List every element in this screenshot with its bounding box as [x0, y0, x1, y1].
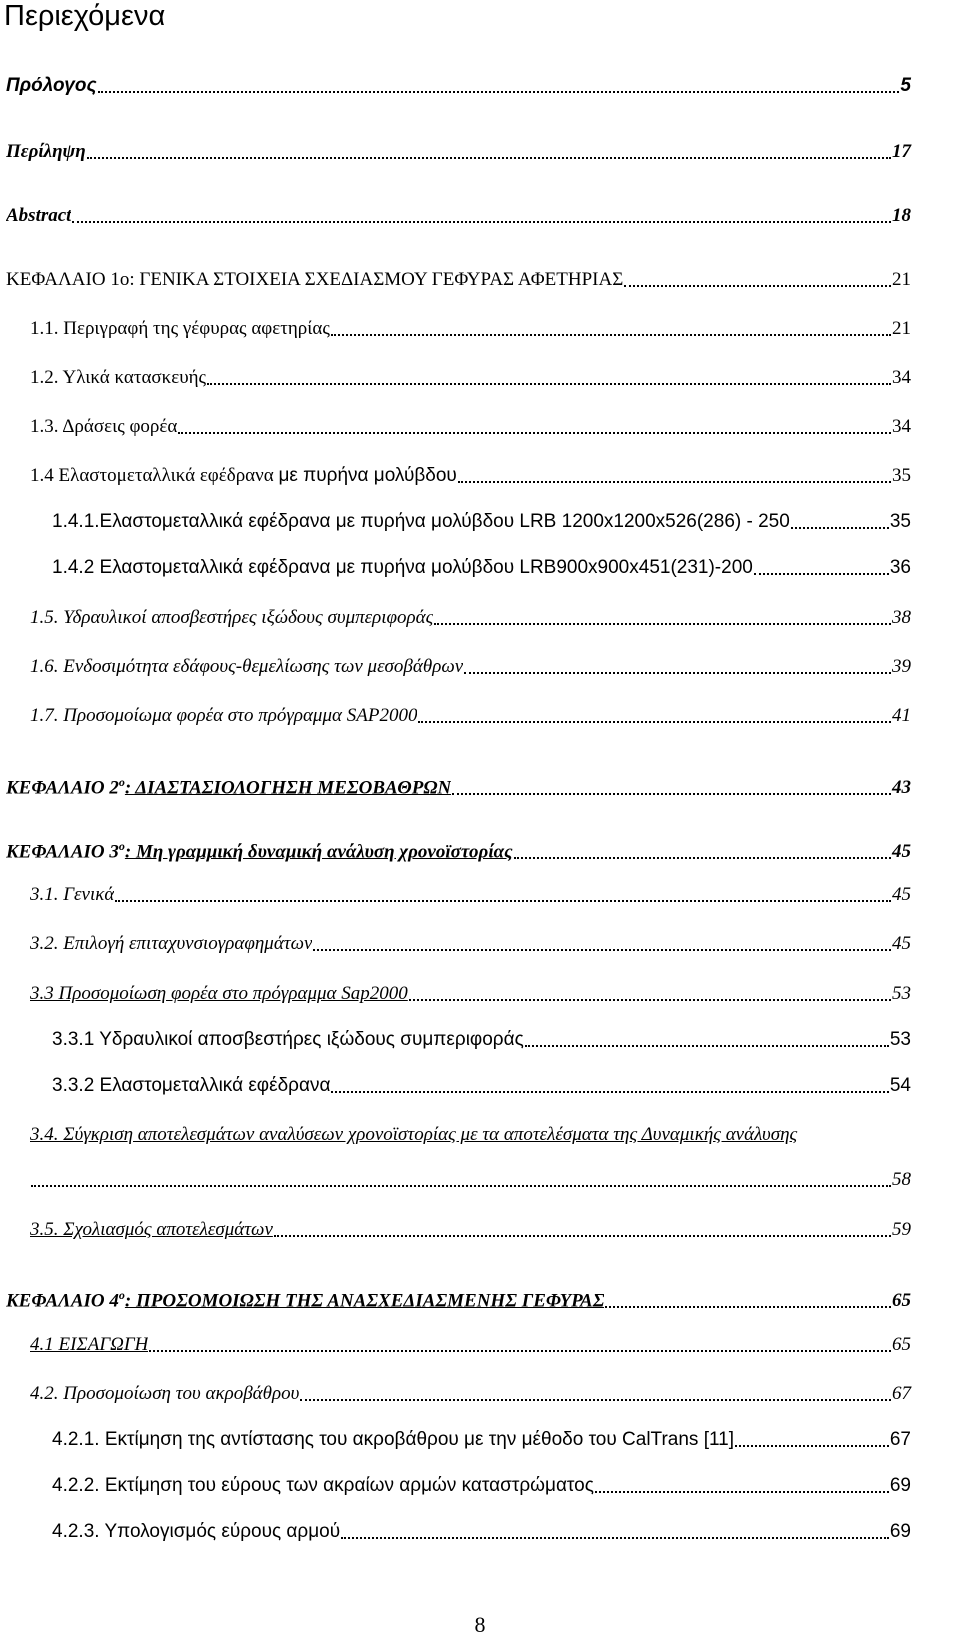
toc-entry-title: 1.2. Υλικά κατασκευής — [30, 367, 207, 388]
chapter-name: : Μη γραμμική δυναμική ανάλυση χρονοϊστορίας — [124, 841, 513, 863]
toc-entry-title: Περίληψη — [6, 141, 86, 162]
toc-entry-title: Abstract — [6, 205, 72, 226]
toc-entry-title: 4.2.2. Εκτίμηση του εύρους των ακραίων αρμών καταστρώματος — [52, 1475, 594, 1496]
toc-entry-page: 69 — [889, 1475, 911, 1496]
chapter-label: ΚΕΦΑΛΑΙΟ 4 — [6, 1290, 119, 1312]
leader-dots — [72, 221, 891, 223]
toc-entry-1-4-1[interactable] — [52, 510, 911, 534]
toc-entry-title: 1.5. Υδραυλικοί αποσβεστήρες ιξώδους συμπεριφοράς — [30, 607, 434, 628]
leader-dots — [514, 857, 891, 859]
toc-entry-title: 1.3. Δράσεις φορέα — [30, 416, 178, 437]
toc-entry-title: 4.2.1. Εκτίμηση της αντίστασης του ακροβάθρου με την μέθοδο του CalTrans [11] — [52, 1429, 734, 1450]
leader-dots — [624, 285, 891, 287]
leader-dots — [605, 1306, 891, 1308]
toc-entry-page: 38 — [892, 607, 911, 628]
toc-entry-page: 18 — [892, 205, 911, 226]
toc-entry-page: 5 — [900, 75, 911, 96]
toc-entry-page: 21 — [892, 269, 911, 290]
toc-entry-title: 4.2. Προσομοίωση του ακροβάθρου — [30, 1383, 300, 1404]
leader-dots — [464, 672, 891, 674]
toc-entry-1-4-2[interactable] — [52, 556, 911, 580]
toc-entry-page: 65 — [892, 1290, 911, 1312]
leader-dots — [313, 949, 891, 951]
page-title: Περιεχόμενα — [4, 0, 166, 32]
toc-entry-4-1[interactable] — [30, 1333, 911, 1357]
toc-entry-page: 53 — [889, 1029, 911, 1050]
toc-entry-title-serif-part: 1.4 Ελαστομεταλλικά εφέδρανα — [30, 465, 279, 486]
toc-entry-title: 1.4.2 Ελαστομεταλλικά εφέδρανα με πυρήνα μολύβδου LRB900x900x451(231)-200 — [52, 557, 753, 578]
toc-entry-page: 59 — [892, 1219, 911, 1240]
leader-dots — [98, 91, 900, 93]
toc-entry-page: 53 — [892, 983, 911, 1004]
toc-entry-3-2[interactable] — [30, 932, 911, 956]
leader-dots — [525, 1045, 889, 1047]
toc-entry-title — [6, 834, 513, 864]
ordinal-superscript: ο — [118, 775, 125, 789]
leader-dots — [735, 1445, 889, 1447]
toc-entry-summary[interactable] — [6, 140, 911, 164]
leader-dots — [31, 1185, 891, 1187]
toc-entry-1-2[interactable] — [30, 366, 911, 390]
toc-entry-1-5[interactable] — [30, 606, 911, 630]
toc-entry-4-2-2[interactable] — [52, 1474, 911, 1498]
toc-entry-title: 4.2.3. Υπολογισμός εύρους αρμού — [52, 1521, 341, 1542]
toc-entry-page: 45 — [892, 841, 911, 863]
toc-entry-title — [6, 1283, 604, 1313]
toc-entry-chapter-3[interactable] — [6, 834, 911, 864]
toc-entry-page: 21 — [892, 318, 911, 339]
toc-entry-title: 1.4.1.Ελαστομεταλλικά εφέδρανα με πυρήνα μολύβδου LRB 1200x1200x526(286) - 250 — [52, 511, 790, 532]
leader-dots — [458, 481, 891, 483]
toc-entry-4-2-3[interactable] — [52, 1520, 911, 1544]
toc-entry-page: 54 — [889, 1075, 911, 1096]
toc-entry-page: 45 — [892, 933, 911, 954]
toc-entry-chapter-4[interactable] — [6, 1283, 911, 1313]
chapter-label: ΚΕΦΑΛΑΙΟ 3 — [6, 841, 119, 863]
leader-dots — [791, 527, 889, 529]
leader-dots — [331, 1091, 888, 1093]
toc-entry-3-4[interactable] — [30, 1168, 911, 1192]
toc-entry-chapter-1[interactable] — [6, 268, 911, 292]
toc-entry-title-sans-part: με πυρήνα μολύβδου — [278, 465, 457, 486]
leader-dots — [409, 999, 891, 1001]
toc-entry-3-4-title[interactable]: 3.4. Σύγκριση αποτελεσμάτων αναλύσεων χρονοϊστορίας με τα αποτελέσματα της Δυναμικής ανάλυσης — [30, 1124, 798, 1145]
toc-entry-title: 4.1 ΕΙΣΑΓΩΓΗ — [30, 1334, 149, 1355]
toc-entry-1-6[interactable] — [30, 655, 911, 679]
toc-entry-3-5[interactable] — [30, 1218, 911, 1242]
chapter-name: : ΔΙΑΣΤΑΣΙΟΛΟΓΗΣΗ ΜΕΣΟΒΑΘΡΩΝ — [124, 777, 452, 799]
toc-entry-3-3-1[interactable] — [52, 1028, 911, 1052]
toc-entry-4-2-1[interactable] — [52, 1428, 911, 1452]
leader-dots — [149, 1350, 891, 1352]
toc-entry-3-1[interactable] — [30, 883, 911, 907]
leader-dots — [300, 1399, 891, 1401]
toc-entry-3-3[interactable] — [30, 982, 911, 1006]
toc-entry-title: 3.3.2 Ελαστομεταλλικά εφέδρανα — [52, 1075, 331, 1096]
toc-entry-title: 1.7. Προσομοίωμα φορέα στο πρόγραμμα SAP2000 — [30, 705, 418, 726]
toc-entry-page: 65 — [892, 1334, 911, 1355]
toc-entry-page: 39 — [892, 656, 911, 677]
toc-entry-title — [30, 464, 457, 488]
toc-entry-page: 58 — [892, 1169, 911, 1190]
toc-entry-page: 36 — [889, 557, 911, 578]
leader-dots — [434, 623, 891, 625]
toc-entry-title: 3.3.1 Υδραυλικοί αποσβεστήρες ιξώδους συμπεριφοράς — [52, 1029, 524, 1050]
leader-dots — [341, 1537, 889, 1539]
toc-entry-title: 3.5. Σχολιασμός αποτελεσμάτων — [30, 1219, 273, 1240]
toc-entry-prologue[interactable] — [6, 74, 911, 98]
leader-dots — [754, 573, 889, 575]
toc-entry-page: 17 — [892, 141, 911, 162]
chapter-label: ΚΕΦΑΛΑΙΟ 2 — [6, 777, 119, 799]
toc-entry-page: 35 — [892, 465, 911, 486]
toc-entry-title: 3.2. Επιλογή επιταχυνσιογραφημάτων — [30, 933, 313, 954]
toc-entry-page: 67 — [892, 1383, 911, 1404]
toc-entry-page: 34 — [892, 367, 911, 388]
toc-entry-title: 1.6. Ενδοσιμότητα εδάφους-θεμελίωσης των μεσοβάθρων — [30, 656, 464, 677]
chapter-name: : ΠΡΟΣΟΜΟΙΩΣΗ ΤΗΣ ΑΝΑΣΧΕΔΙΑΣΜΕΝΗΣ ΓΕΦΥΡΑΣ — [124, 1290, 605, 1312]
leader-dots — [595, 1491, 889, 1493]
ordinal-superscript: ο — [118, 1288, 125, 1302]
toc-entry-page: 45 — [892, 884, 911, 905]
toc-entry-abstract[interactable] — [6, 204, 911, 228]
toc-entry-1-7[interactable] — [30, 704, 911, 728]
toc-entry-chapter-2[interactable] — [6, 770, 911, 800]
leader-dots — [178, 432, 891, 434]
toc-entry-page: 41 — [892, 705, 911, 726]
leader-dots — [87, 157, 891, 159]
leader-dots — [274, 1235, 891, 1237]
toc-entry-page: 67 — [889, 1429, 911, 1450]
leader-dots — [331, 334, 891, 336]
leader-dots — [115, 900, 891, 902]
toc-entry-page: 34 — [892, 416, 911, 437]
toc-entry-page: 43 — [892, 777, 911, 799]
page-number: 8 — [474, 1612, 486, 1637]
leader-dots — [418, 721, 891, 723]
toc-entry-title: 3.3 Προσομοίωση φορέα στο πρόγραμμα Sap2000 — [30, 983, 408, 1004]
toc-entry-title: ΚΕΦΑΛΑΙΟ 1ο: ΓΕΝΙΚΑ ΣΤΟΙΧΕΙΑ ΣΧΕΔΙΑΣΜΟΥ ΓΕΦΥΡΑΣ ΑΦΕΤΗΡΙΑΣ — [6, 269, 624, 290]
toc-entry-page: 35 — [889, 511, 911, 532]
toc-entry-title: 1.1. Περιγραφή της γέφυρας αφετηρίας — [30, 318, 330, 339]
toc-entry-1-4[interactable] — [30, 464, 911, 488]
leader-dots — [207, 383, 891, 385]
toc-entry-title — [6, 770, 451, 800]
toc-entry-page: 69 — [889, 1521, 911, 1542]
toc-entry-4-2[interactable] — [30, 1382, 911, 1406]
toc-entry-title: 3.1. Γενικά — [30, 884, 115, 905]
leader-dots — [452, 793, 891, 795]
toc-entry-title: Πρόλογος — [6, 75, 97, 96]
toc-entry-1-1[interactable] — [30, 317, 911, 341]
toc-entry-3-3-2[interactable] — [52, 1074, 911, 1098]
toc-entry-1-3[interactable] — [30, 415, 911, 439]
ordinal-superscript: ο — [118, 839, 125, 853]
